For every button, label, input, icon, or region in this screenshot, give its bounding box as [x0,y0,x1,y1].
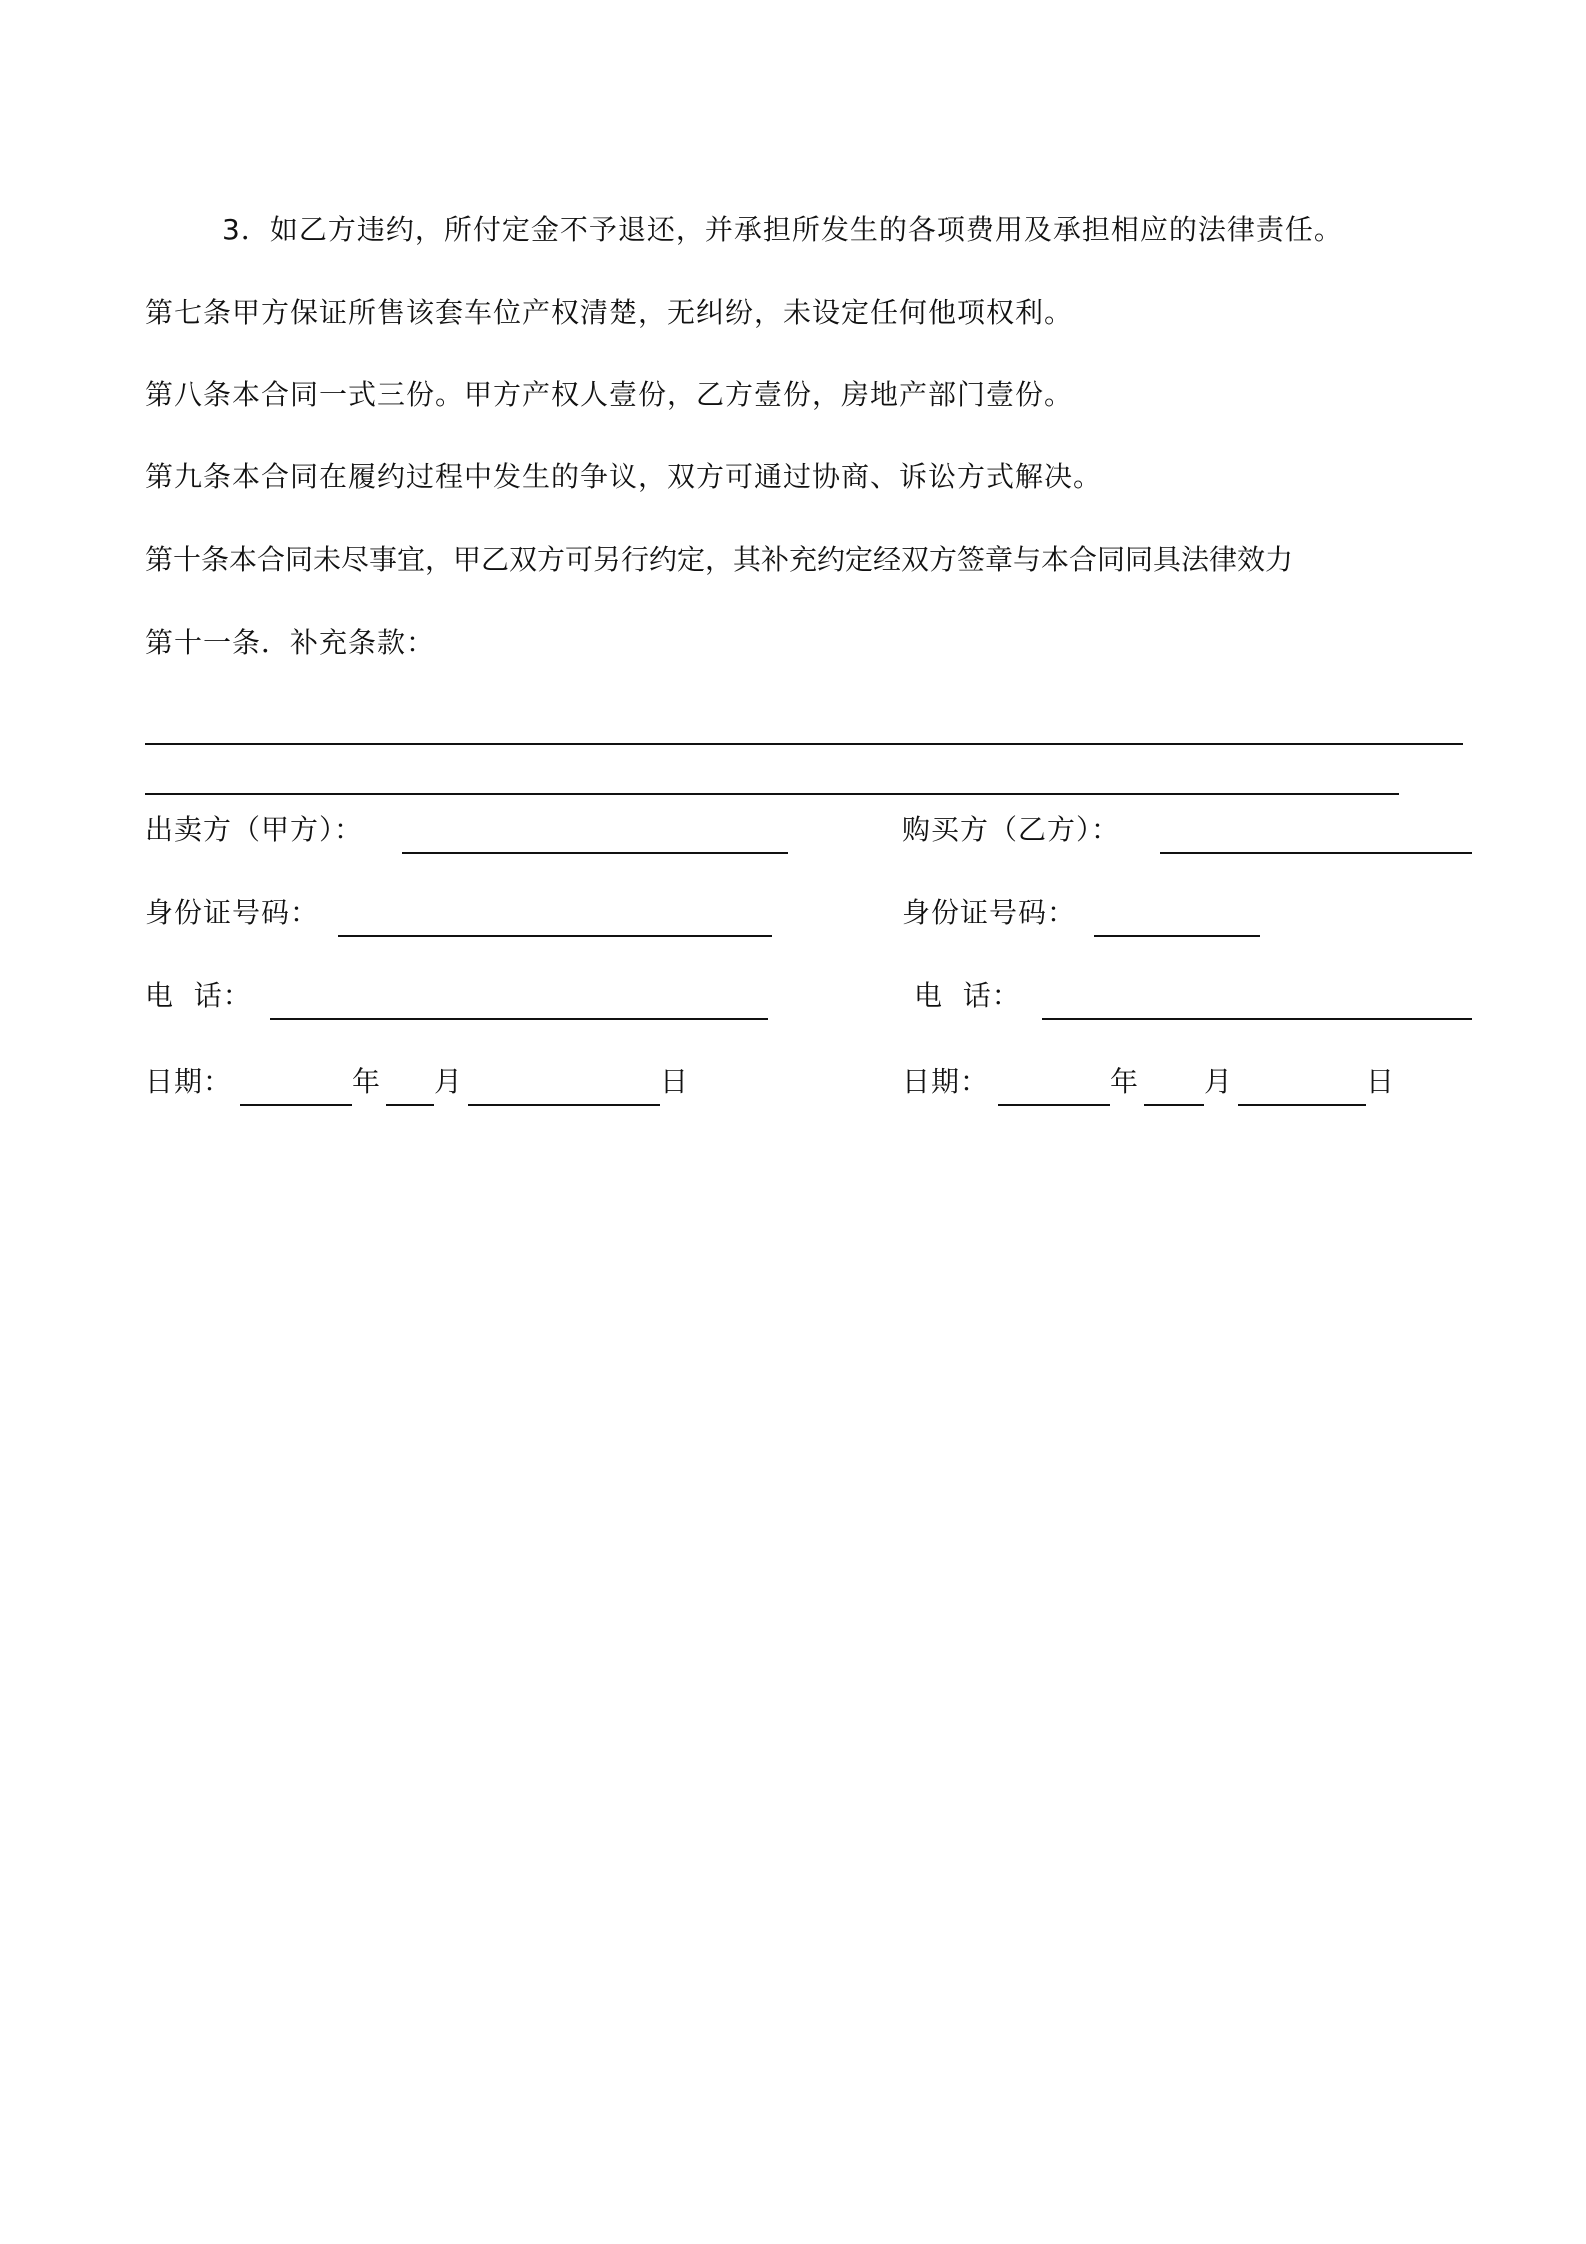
seller-phone-label: 电 话： [145,979,252,1012]
buyer-phone-field[interactable] [1042,1018,1472,1020]
seller-date-label: 日期： [145,1065,233,1098]
buyer-date-year-unit: 年 [1110,1065,1140,1098]
seller-date-year-unit: 年 [352,1065,382,1098]
clause-7: 第七条甲方保证所售该套车位产权清楚，无纠纷，未设定任何他项权利。 [145,296,1074,329]
seller-date-day-field[interactable] [468,1104,660,1106]
buyer-date-year-field[interactable] [998,1104,1110,1106]
supplement-line-2[interactable] [145,793,1399,795]
seller-date-day-unit: 日 [660,1065,690,1098]
clause-9: 第九条本合同在履约过程中发生的争议，双方可通过协商、诉讼方式解决。 [145,460,1103,493]
buyer-date-month-unit: 月 [1204,1065,1234,1098]
buyer-id-field[interactable] [1094,935,1260,937]
clause-10: 第十条本合同未尽事宜，甲乙双方可另行约定，其补充约定经双方签章与本合同同具法律效力 [145,543,1294,576]
buyer-date-label: 日期： [902,1065,990,1098]
buyer-phone-label: 电 话： [914,979,1021,1012]
seller-date-month-unit: 月 [434,1065,464,1098]
seller-date-month-field[interactable] [386,1104,434,1106]
seller-date-year-field[interactable] [240,1104,352,1106]
buyer-name-field[interactable] [1160,852,1472,854]
clause-8: 第八条本合同一式三份。甲方产权人壹份，乙方壹份，房地产部门壹份。 [145,378,1074,411]
clause-11-heading: 第十一条．补充条款： [145,626,436,659]
buyer-id-label: 身份证号码： [902,896,1077,929]
seller-id-label: 身份证号码： [145,896,320,929]
clause-3: 3．如乙方违约，所付定金不予退还，并承担所发生的各项费用及承担相应的法律责任。 [222,213,1343,246]
seller-label: 出卖方（甲方）： [145,813,364,846]
buyer-label: 购买方（乙方）： [902,813,1121,846]
supplement-line-1[interactable] [145,743,1463,745]
seller-phone-field[interactable] [270,1018,768,1020]
seller-id-field[interactable] [338,935,772,937]
buyer-date-day-unit: 日 [1366,1065,1396,1098]
buyer-date-day-field[interactable] [1238,1104,1366,1106]
seller-name-field[interactable] [402,852,788,854]
buyer-date-month-field[interactable] [1144,1104,1204,1106]
